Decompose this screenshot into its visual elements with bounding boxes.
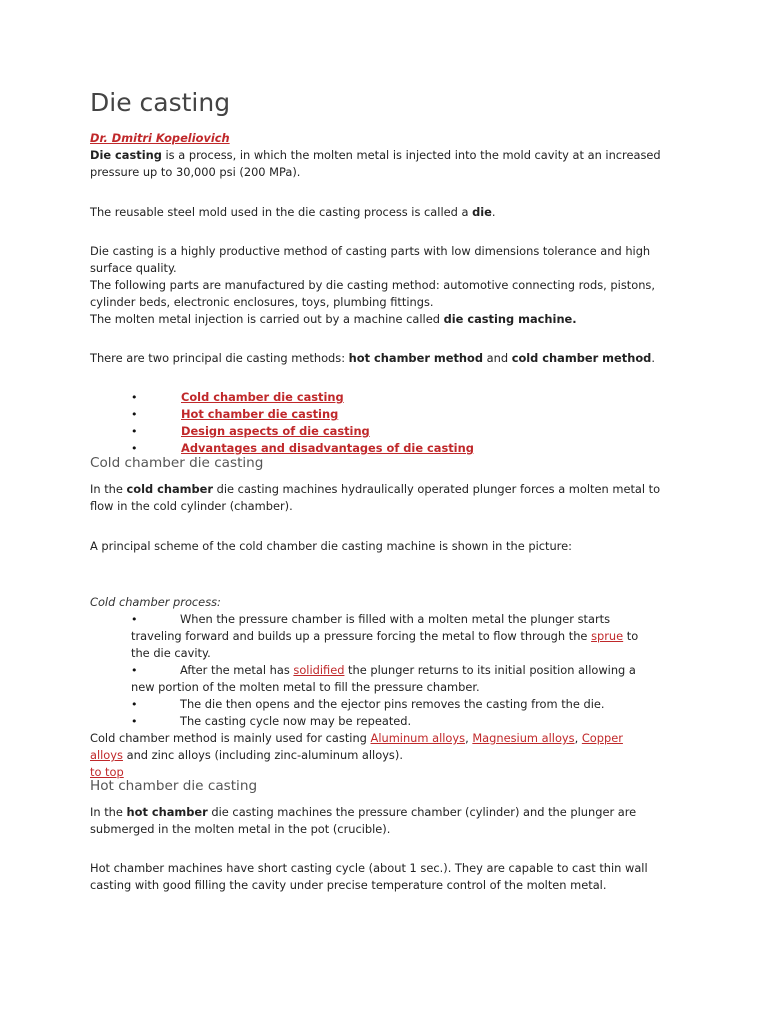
step-4: The casting cycle now may be repeated. bbox=[180, 714, 412, 728]
author-link[interactable]: Dr. Dmitri Kopeliovich bbox=[90, 131, 230, 145]
process-step bbox=[131, 662, 651, 696]
step-1-line-1: When the pressure chamber is filled with a molten metal the plunger starts bbox=[180, 612, 611, 626]
bullet-icon: • bbox=[131, 698, 138, 711]
intro-line-1: is a process, in which the molten metal is injected into the mold cavity at an increased bbox=[161, 148, 661, 162]
toc-list bbox=[90, 389, 474, 457]
toc-link-cold-chamber[interactable]: Cold chamber die casting bbox=[181, 390, 344, 404]
intro-term: Die casting bbox=[90, 148, 162, 162]
toc-item bbox=[90, 389, 474, 406]
cold-scheme-paragraph: A principal scheme of the cold chamber die casting machine is shown in the picture: bbox=[90, 539, 572, 553]
solidified-link[interactable]: solidified bbox=[293, 663, 345, 677]
bullet-icon: • bbox=[131, 442, 138, 455]
methods-end: . bbox=[651, 351, 655, 365]
page-title: Die casting bbox=[90, 88, 231, 117]
cold-intro-paragraph bbox=[90, 481, 660, 515]
methods-hot: hot chamber method bbox=[348, 351, 484, 365]
cold-intro-rest: die casting machines hydraulically operated plunger forces a molten metal to bbox=[213, 482, 661, 496]
step-1-line-2: traveling forward and builds up a pressure forcing the metal to flow through the bbox=[131, 629, 592, 643]
productive-line-2: surface quality. bbox=[90, 261, 177, 275]
cold-process-steps bbox=[131, 611, 651, 730]
hot-intro-rest: die casting machines the pressure chamber (cylinder) and the plunger are bbox=[207, 805, 637, 819]
productive-paragraph bbox=[90, 243, 655, 328]
alloys-pre: Cold chamber method is mainly used for casting bbox=[90, 731, 371, 745]
productive-line-1: Die casting is a highly productive method of casting parts with low dimensions tolerance and high bbox=[90, 244, 651, 258]
step-1-line-3: the die cavity. bbox=[131, 646, 211, 660]
methods-and: and bbox=[483, 351, 512, 365]
process-step bbox=[131, 696, 651, 713]
productive-line-3: The following parts are manufactured by die casting method: automotive connecting rods, pistons, bbox=[90, 278, 655, 292]
step-2-line-2: new portion of the molten metal to fill the pressure chamber. bbox=[131, 680, 480, 694]
bullet-icon: • bbox=[131, 715, 138, 728]
cold-process-caption: Cold chamber process: bbox=[90, 595, 221, 609]
hot-section-heading: Hot chamber die casting bbox=[90, 778, 258, 794]
toc-link-design-aspects[interactable]: Design aspects of die casting bbox=[181, 424, 370, 438]
cold-intro-term: cold chamber bbox=[126, 482, 214, 496]
toc-link-advantages[interactable]: Advantages and disadvantages of die casting bbox=[181, 441, 474, 455]
alloys-post: and zinc alloys (including zinc-aluminum alloys). bbox=[122, 748, 403, 762]
productive-line-4: cylinder beds, electronic enclosures, toys, plumbing fittings. bbox=[90, 295, 434, 309]
cold-intro-line-2: flow in the cold cylinder (chamber). bbox=[90, 499, 293, 513]
hot-intro-term: hot chamber bbox=[126, 805, 208, 819]
cold-intro-pre: In the bbox=[90, 482, 127, 496]
copper-alloys-link-part-2[interactable]: alloys bbox=[90, 748, 123, 762]
bullet-icon: • bbox=[131, 408, 138, 421]
hot-cycle-line-1: Hot chamber machines have short casting cycle (about 1 sec.). They are capable to cast thin wall bbox=[90, 861, 648, 875]
productive-line-5-term: die casting machine. bbox=[443, 312, 577, 326]
bullet-icon: • bbox=[131, 613, 138, 626]
intro-line-2: pressure up to 30,000 psi (200 MPa). bbox=[90, 165, 301, 179]
alloys-sep-2: , bbox=[574, 731, 582, 745]
step-1-to: to bbox=[623, 629, 639, 643]
magnesium-alloys-link[interactable]: Magnesium alloys bbox=[472, 731, 575, 745]
reusable-text: The reusable steel mold used in the die casting process is called a bbox=[90, 205, 473, 219]
bullet-icon: • bbox=[131, 425, 138, 438]
bullet-icon: • bbox=[131, 391, 138, 404]
reusable-end: . bbox=[491, 205, 496, 219]
copper-alloys-link-part-1[interactable]: Copper bbox=[581, 731, 623, 745]
reusable-term: die bbox=[472, 205, 492, 219]
alloys-paragraph bbox=[90, 730, 623, 781]
aluminum-alloys-link[interactable]: Aluminum alloys bbox=[370, 731, 466, 745]
productive-line-5-text: The molten metal injection is carried out by a machine called bbox=[90, 312, 444, 326]
productive-line-5 bbox=[90, 311, 655, 328]
reusable-paragraph bbox=[90, 204, 496, 221]
toc-item bbox=[90, 406, 474, 423]
step-3: The die then opens and the ejector pins removes the casting from the die. bbox=[180, 697, 605, 711]
process-step bbox=[131, 713, 651, 730]
methods-paragraph bbox=[90, 350, 655, 367]
process-step bbox=[131, 611, 651, 662]
hot-cycle-line-2: casting with good filling the cavity under precise temperature control of the molten metal. bbox=[90, 878, 607, 892]
hot-intro-paragraph bbox=[90, 804, 636, 838]
methods-text: There are two principal die casting methods: bbox=[90, 351, 349, 365]
hot-intro-pre: In the bbox=[90, 805, 127, 819]
to-top-link[interactable]: to top bbox=[90, 765, 124, 779]
sprue-link[interactable]: sprue bbox=[591, 629, 624, 643]
intro-paragraph bbox=[90, 147, 661, 181]
step-2-pre: After the metal has bbox=[180, 663, 294, 677]
toc-link-hot-chamber[interactable]: Hot chamber die casting bbox=[181, 407, 339, 421]
cold-section-heading: Cold chamber die casting bbox=[90, 455, 264, 471]
step-2-rest: the plunger returns to its initial position allowing a bbox=[344, 663, 636, 677]
hot-intro-line-2: submerged in the molten metal in the pot (crucible). bbox=[90, 822, 391, 836]
toc-item bbox=[90, 423, 474, 440]
alloys-sep-1: , bbox=[465, 731, 473, 745]
bullet-icon: • bbox=[131, 664, 138, 677]
methods-cold: cold chamber method bbox=[511, 351, 652, 365]
hot-cycle-paragraph bbox=[90, 860, 648, 894]
